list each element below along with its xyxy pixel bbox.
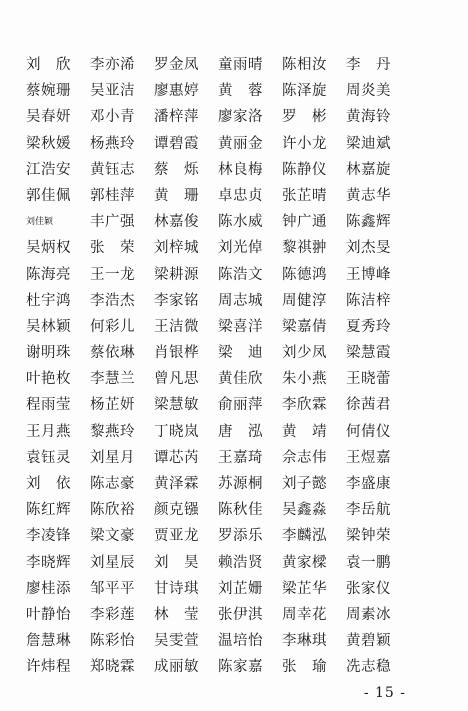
name-cell: 黎燕玲	[90, 423, 135, 440]
name-cell: 刘 昊	[154, 554, 199, 571]
name-cell: 谭碧霞	[154, 135, 199, 152]
name-cell: 钟广通	[282, 214, 327, 231]
name-cell: 童雨晴	[218, 57, 263, 73]
name-cell: 刘芷姗	[218, 580, 263, 597]
name-cell: 邹平平	[90, 580, 135, 597]
name-cell: 朱小燕	[282, 371, 327, 388]
name-cell: 陈泽旋	[282, 83, 327, 100]
name-cell: 张家仪	[346, 580, 391, 597]
name-cell: 刘 依	[26, 476, 71, 492]
name-cell: 陈水威	[218, 214, 263, 231]
name-cell: 刘子懿	[282, 476, 327, 492]
name-cell: 叶艳枚	[26, 371, 71, 388]
name-cell: 夏秀玲	[346, 318, 391, 335]
name-cell: 杨芷妍	[90, 397, 135, 414]
name-cell: 郭佳佩	[26, 187, 71, 204]
name-cell: 何彩儿	[90, 318, 135, 335]
name-cell: 王煜嘉	[346, 449, 391, 466]
name-cell: 陈欣裕	[90, 502, 135, 519]
name-cell: 李家铭	[154, 292, 199, 309]
name-cell: 陈静仪	[282, 161, 327, 178]
name-cell: 梁喜洋	[218, 318, 263, 335]
name-cell: 黄海铃	[346, 109, 391, 126]
name-cell: 李麟泓	[282, 528, 327, 545]
name-cell: 周幸花	[282, 606, 327, 623]
name-cell: 王晓蕾	[346, 371, 391, 388]
name-cell: 廖桂添	[26, 580, 71, 597]
name-cell: 黄丽金	[218, 135, 263, 152]
name-cell: 梁耕源	[154, 266, 199, 283]
name-cell: 刘杰旻	[346, 240, 391, 257]
name-cell: 杜宇鸿	[26, 292, 71, 309]
name-cell: 许小龙	[282, 135, 327, 152]
name-cell: 甘诗琪	[154, 580, 199, 597]
name-cell: 蔡婉珊	[26, 83, 71, 100]
name-cell: 梁嘉倩	[282, 318, 327, 335]
name-cell: 刘 欣	[26, 57, 71, 73]
name-cell: 林嘉旋	[346, 161, 391, 178]
name-cell: 李慧兰	[90, 371, 135, 388]
name-cell: 邓小青	[90, 109, 135, 126]
name-cell: 吴林颖	[26, 318, 71, 335]
name-cell: 李浩杰	[90, 292, 135, 309]
name-cell: 林良梅	[218, 161, 263, 178]
name-cell: 陈相汝	[282, 57, 327, 73]
name-cell: 黄钰志	[90, 161, 135, 178]
name-cell: 俞丽萍	[218, 397, 263, 414]
name-cell: 周健淳	[282, 292, 327, 309]
name-cell: 冼志稳	[346, 659, 391, 676]
name-cell: 李彩莲	[90, 606, 135, 623]
name-cell: 贾亚龙	[154, 528, 199, 545]
name-cell: 陈德鸿	[282, 266, 327, 283]
name-cell: 黄碧颖	[346, 633, 391, 650]
name-cell: 吴雯萱	[154, 633, 199, 650]
name-cell: 梁慧敏	[154, 397, 199, 414]
name-cell: 江浩安	[26, 161, 71, 178]
name-cell: 颜克镪	[154, 502, 199, 519]
page-number: - 15 -	[363, 685, 406, 701]
name-cell: 叶静怡	[26, 606, 71, 623]
name-cell: 黄志华	[346, 187, 391, 204]
name-cell: 陈海亮	[26, 266, 71, 283]
name-cell: 廖惠婷	[154, 83, 199, 100]
name-cell: 黄泽霖	[154, 476, 199, 492]
name-cell: 温培怡	[218, 633, 263, 650]
name-cell: 吴炳权	[26, 240, 71, 257]
name-cell: 肖银桦	[154, 345, 199, 362]
name-cell: 王嘉琦	[218, 449, 263, 466]
name-cell: 刘佳颖	[26, 217, 54, 228]
name-cell: 张 瑜	[282, 659, 327, 676]
name-cell: 王一龙	[90, 266, 135, 283]
name-cell: 李琳琪	[282, 633, 327, 650]
name-cell: 李亦浠	[90, 57, 135, 73]
name-cell: 成丽敏	[154, 659, 199, 676]
name-cell: 袁钰灵	[26, 449, 71, 466]
name-cell: 罗添乐	[218, 528, 263, 545]
name-cell: 刘光倬	[218, 240, 263, 257]
name-list-grid	[26, 52, 426, 681]
name-cell: 黎祺翀	[282, 240, 327, 257]
name-cell: 黄佳欣	[218, 371, 263, 388]
name-cell: 吴春妍	[26, 109, 71, 126]
name-cell: 梁钟荣	[346, 528, 391, 545]
name-cell: 李 丹	[346, 57, 391, 73]
name-cell: 陈洁梓	[346, 292, 391, 309]
name-cell: 丁晓岚	[154, 423, 199, 440]
name-cell: 李岳航	[346, 502, 391, 519]
name-cell: 郭桂萍	[90, 187, 135, 204]
name-cell: 程雨莹	[26, 397, 71, 414]
name-cell: 梁文豪	[90, 528, 135, 545]
name-cell: 陈家嘉	[218, 659, 263, 676]
name-cell: 周志城	[218, 292, 263, 309]
name-cell: 潘梓萍	[154, 109, 199, 126]
name-cell: 刘星月	[90, 449, 135, 466]
name-cell: 罗金凤	[154, 57, 199, 73]
name-cell: 刘梓城	[154, 240, 199, 257]
name-cell: 卓忠贞	[218, 187, 263, 204]
name-cell: 王博峰	[346, 266, 391, 283]
name-cell: 唐 泓	[218, 423, 263, 440]
name-cell: 林嘉俊	[154, 214, 199, 231]
name-cell: 袁一鹏	[346, 554, 391, 571]
name-cell: 徐茜君	[346, 397, 391, 414]
name-cell: 许炜程	[26, 659, 71, 676]
name-cell: 梁迪斌	[346, 135, 391, 152]
name-cell: 梁秋媛	[26, 135, 71, 152]
name-cell: 赖浩贤	[218, 554, 263, 571]
name-cell: 张芷晴	[282, 187, 327, 204]
name-cell: 吴亚洁	[90, 83, 135, 100]
name-cell: 周素冰	[346, 606, 391, 623]
name-cell: 张 荣	[90, 240, 135, 257]
name-cell: 苏源桐	[218, 476, 263, 492]
name-cell: 曾凡思	[154, 371, 199, 388]
name-cell: 佘志伟	[282, 449, 327, 466]
name-cell: 林 莹	[154, 606, 199, 623]
name-cell: 梁芷华	[282, 580, 327, 597]
name-cell: 罗 彬	[282, 109, 327, 126]
name-cell: 谭芯芮	[154, 449, 199, 466]
name-cell: 谢明珠	[26, 345, 71, 362]
name-cell: 蔡依琳	[90, 345, 135, 362]
name-cell: 廖家洛	[218, 109, 263, 126]
name-cell: 黄 珊	[154, 187, 199, 204]
name-cell: 李盛康	[346, 476, 391, 492]
name-cell: 梁 迪	[218, 345, 263, 362]
name-cell: 李凌锋	[26, 528, 71, 545]
name-cell: 张伊淇	[218, 606, 263, 623]
name-cell: 杨燕玲	[90, 135, 135, 152]
name-cell: 王洁微	[154, 318, 199, 335]
name-cell: 郑晓霖	[90, 659, 135, 676]
name-cell: 陈浩文	[218, 266, 263, 283]
name-cell: 李欣霖	[282, 397, 327, 414]
name-cell: 周炎美	[346, 83, 391, 100]
name-cell: 何倩仪	[346, 423, 391, 440]
name-cell: 刘星辰	[90, 554, 135, 571]
name-cell: 陈鑫辉	[346, 214, 391, 231]
name-cell: 黄 蓉	[218, 83, 263, 100]
name-cell: 陈志豪	[90, 476, 135, 492]
name-cell: 詹慧琳	[26, 633, 71, 650]
name-cell: 李晓辉	[26, 554, 71, 571]
name-cell: 陈秋佳	[218, 502, 263, 519]
name-cell: 陈红辉	[26, 502, 71, 519]
name-cell: 王月燕	[26, 423, 71, 440]
name-cell: 黄 靖	[282, 423, 327, 440]
name-cell: 丰广强	[90, 214, 135, 231]
name-cell: 黄家樑	[282, 554, 327, 571]
name-cell: 吴鑫淼	[282, 502, 327, 519]
name-cell: 刘少凤	[282, 345, 327, 362]
name-cell: 陈彩怡	[90, 633, 135, 650]
name-cell: 梁慧霞	[346, 345, 391, 362]
name-cell: 蔡 烁	[154, 161, 199, 178]
